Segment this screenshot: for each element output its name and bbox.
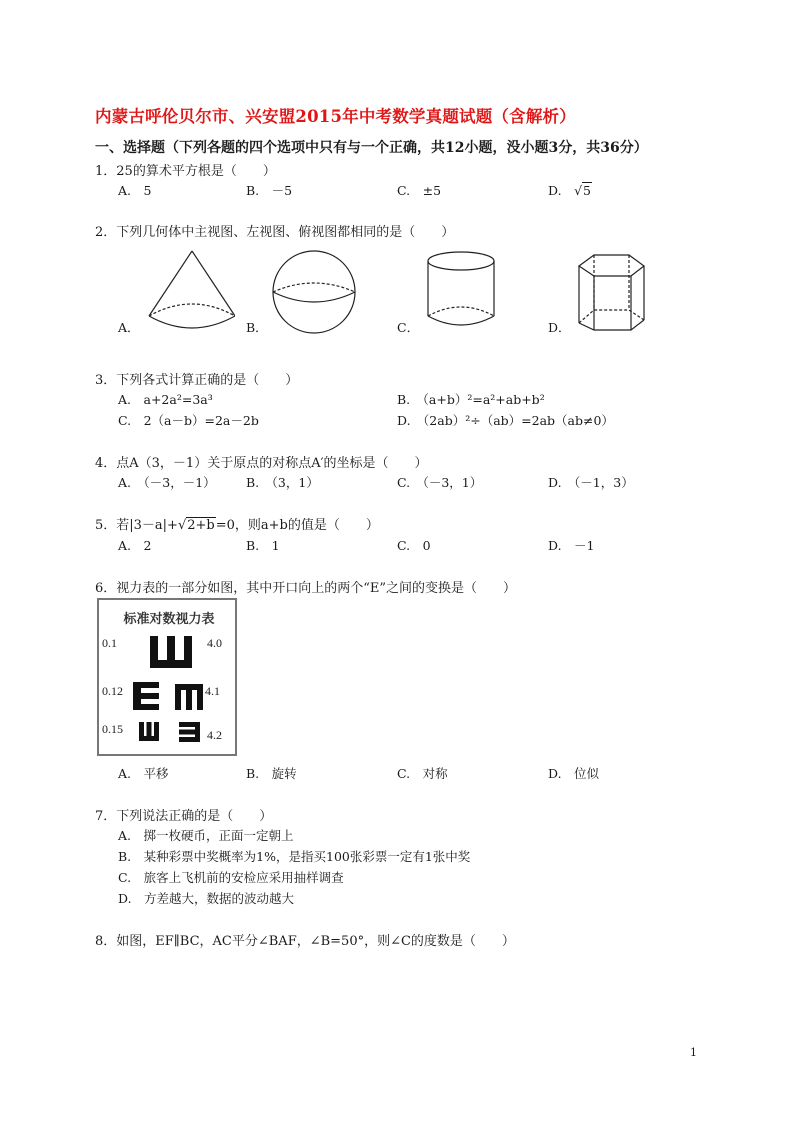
- question-3-option-d[interactable]: D. （2ab）²÷（ab）=2ab（ab≠0）: [397, 413, 614, 428]
- question-1-option-c[interactable]: C. ±5: [397, 183, 442, 198]
- question-7-option-b[interactable]: B. 某种彩票中奖概率为1%，是指买100张彩票一定有1张中奖: [118, 849, 471, 864]
- square-root: √5: [574, 183, 591, 198]
- e-symbol-up-large: [150, 636, 192, 668]
- eye-chart-title: 标准对数视力表: [123, 612, 215, 627]
- question-3-option-a[interactable]: A. a+2a²=3a³: [118, 392, 213, 407]
- question-4-option-b[interactable]: B. （3，1）: [246, 475, 319, 490]
- e-symbol-right: [133, 682, 159, 710]
- question-2-option-d[interactable]: D．: [548, 320, 571, 335]
- acuity-log-1: 4.0: [207, 636, 222, 650]
- acuity-decimal-2: 0.12: [102, 684, 123, 698]
- question-8-stem: 8．如图，EF∥BC，AC平分∠BAF，∠B=50°，则∠C的度数是（ ）: [95, 934, 515, 949]
- question-5-stem: [95, 514, 379, 533]
- question-4-option-d[interactable]: D. （－1，3）: [548, 475, 634, 490]
- acuity-decimal-1: 0.1: [102, 636, 117, 650]
- sphere-figure: [270, 248, 362, 340]
- question-3-option-b[interactable]: B. （a+b）²=a²+ab+b²: [397, 392, 545, 407]
- question-1-stem: 1．25的算术平方根是（ ）: [95, 164, 276, 179]
- question-6-stem: 6．视力表的一部分如图，其中开口向上的两个“E”之间的变换是（ ）: [95, 581, 517, 596]
- question-1-option-b[interactable]: B. －5: [246, 183, 293, 198]
- question-4-option-a[interactable]: A. （－3，－1）: [118, 475, 216, 490]
- section-heading: 一、选择题（下列各题的四个选项中只有与一个正确，共12小题，没小题3分，共36分）: [95, 140, 648, 156]
- question-5-option-b[interactable]: B. 1: [246, 538, 280, 553]
- question-2-option-c[interactable]: C．: [397, 320, 420, 335]
- e-symbol-down: [175, 684, 203, 710]
- square-root: √2+b: [177, 518, 215, 533]
- question-3-stem: 3．下列各式计算正确的是（ ）: [95, 373, 299, 388]
- question-5-option-d[interactable]: D. －1: [548, 538, 595, 553]
- cylinder-figure: [424, 250, 498, 330]
- question-7-option-d[interactable]: D. 方差越大，数据的波动越大: [118, 891, 295, 906]
- acuity-decimal-3: 0.15: [102, 722, 123, 736]
- cone-figure: [145, 248, 235, 338]
- page-number: 1: [690, 1046, 697, 1059]
- radicand: 5: [583, 183, 591, 198]
- page-title: 内蒙古呼伦贝尔市、兴安盟2015年中考数学真题试题（含解析）: [95, 107, 576, 126]
- question-7-option-c[interactable]: C. 旅客上飞机前的安检应采用抽样调查: [118, 870, 344, 885]
- tumbling-e-symbols: [99, 600, 235, 754]
- question-6-option-a[interactable]: A. 平移: [118, 766, 169, 781]
- question-2-option-a[interactable]: A．: [118, 320, 140, 335]
- question-5-stem-end: =0，则a+b的值是（ ）: [215, 518, 379, 533]
- question-3-option-c[interactable]: C. 2（a－b）=2a－2b: [118, 413, 259, 428]
- question-5-stem-start: 5．若|3－a|+: [95, 518, 178, 533]
- acuity-log-2: 4.1: [205, 684, 220, 698]
- acuity-log-3: 4.2: [207, 728, 222, 742]
- question-5-option-a[interactable]: A. 2: [118, 538, 152, 553]
- question-4-stem: 4．点A（3，－1）关于原点的对称点A′的坐标是（ ）: [95, 456, 428, 471]
- question-1-option-a[interactable]: A. 5: [118, 183, 152, 198]
- question-7-stem: 7．下列说法正确的是（ ）: [95, 809, 273, 824]
- option-d-label: D.: [548, 183, 575, 198]
- question-1-option-d[interactable]: [548, 181, 592, 199]
- question-2-stem: 2．下列几何体中主视图、左视图、俯视图都相同的是（ ）: [95, 225, 455, 240]
- question-6-option-d[interactable]: D. 位似: [548, 766, 600, 781]
- hexagonal-prism-figure: [574, 250, 650, 332]
- question-6-option-b[interactable]: B. 旋转: [246, 766, 297, 781]
- eye-chart: [97, 598, 237, 756]
- question-4-option-c[interactable]: C. （－3，1）: [397, 475, 483, 490]
- question-6-option-c[interactable]: C. 对称: [397, 766, 448, 781]
- e-symbol-up-small: [139, 722, 159, 741]
- e-symbol-left: [179, 722, 200, 742]
- question-5-option-c[interactable]: C. 0: [397, 538, 431, 553]
- question-2-option-b[interactable]: B．: [246, 320, 268, 335]
- question-7-option-a[interactable]: A. 掷一枚硬币，正面一定朝上: [118, 828, 294, 843]
- radicand: 2+b: [187, 518, 215, 533]
